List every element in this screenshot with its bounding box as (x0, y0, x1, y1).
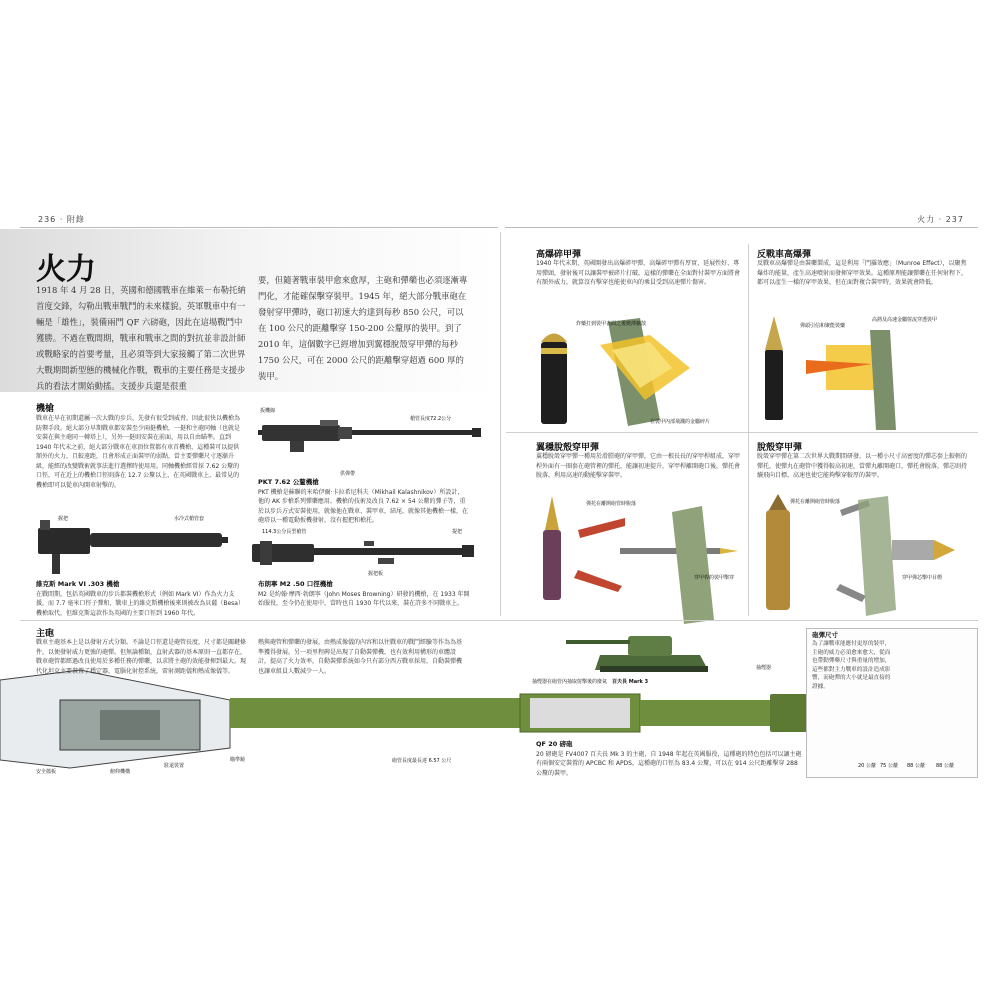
intro-text-left: 1918 年 4 月 28 日，英國和德國戰車在維萊－布勒托納首度交鋒，勾勒出戰車戰鬥的未來樣貌。英軍戰車中有一輛是「雄性」，裝備兩門 QF 六磅砲，因此在這場戰鬥中獲勝。不過在戰間期，戰車和戰車之間的對抗並非設計師或戰略家的首要考量，且必須等到大家接觸了第二次世界大戰期間新型態的機械化作戰，戰車的主要任務是支援步兵的看法才開始動搖。支援步兵還是很重 (36, 285, 246, 391)
right-running-head: 火力 · 237 (917, 215, 964, 224)
m2-caption-title: 布朗寧 M2 .50 口徑機槍 (258, 580, 333, 588)
apds-heading: 脫殼穿甲彈 (757, 443, 803, 453)
m2-gun-drawing (252, 541, 474, 565)
m2-label-handle: 提把 (452, 529, 463, 535)
apds-drawing (766, 494, 955, 616)
vickers-caption-title: 維克斯 Mark VI .303 機槍 (36, 580, 120, 588)
vickers-label-cooling: 水冷式槍管套 (174, 516, 205, 522)
pkt-caption (258, 478, 469, 524)
shell-label-4: 88 公釐 (936, 763, 954, 769)
apfsds-label-penetrator: 穿甲桿的裝甲擊穿 (694, 575, 735, 581)
shell-label-2: 75 公釐 (880, 763, 898, 769)
m2-label-grips: 握把板 (368, 571, 384, 577)
qf-caption-title: QF 20 磅砲 (536, 740, 573, 748)
label-fume-extractor: 抽煙器 (756, 665, 772, 671)
hesh-label-bottom: 在裝甲內部飛濺的金屬碎片 (650, 419, 711, 425)
shell-label-1: 20 公釐 (858, 763, 876, 769)
shell-label-3: 88 公釐 (907, 763, 925, 769)
label-recoil: 駐退裝置 (164, 763, 185, 769)
vickers-caption-text: 在戰間期，包括英國戰車的步兵都裝機槍形式（例如 Mark VI）作為火力支援，而 7.7 毫米口徑子彈和，戰車上的維克斯機槍後來則被改為貝薩（Besa）機槍取代，但維克斯這款作為英國的主要口徑到 1960 年代。 (36, 590, 244, 617)
m2-label-barrel: 114.3公分長型槍管 (262, 529, 307, 535)
intro-text-right: 要，但隨著戰車裝甲愈來愈厚，主砲和彈藥也必須逐漸專門化，才能確保擊穿裝甲。1945 年，絕大部分戰車砲在發射穿甲彈時，砲口初速大約達到每秒 850 公尺，可以在 100 公尺的距離擊穿 150-200 公釐厚的裝甲。到了 2010 年，這個數字已經增加到翼穩脫殼穿甲彈的每秒 1750 公尺，可在 2000 公尺的距離擊穿超過 600 厚的裝甲。 (258, 275, 468, 381)
pkt-caption-text: PKT 機槍是蘇聯的米哈伊爾‧卡拉希尼科夫（Mikhail Kalashnikov）所設計，他的 AK 步槍系列彈藥應用。機槍的技術及改良 7.62 × 54 公釐的彈子等，重於以步兵方式安裝使用，就像他在戰車、裝甲車，結尾，就像其他機槍一樣，在砲塔以一種電動扳機發射，沒有握把和槍托。 (258, 488, 469, 524)
vickers-gun-drawing (38, 520, 228, 574)
pkt-label-feed: 供彈帶 (340, 471, 356, 477)
hesh-heading: 高爆碎甲彈 (536, 250, 582, 260)
apfsds-heading: 翼穩脫殼穿甲彈 (536, 443, 600, 453)
label-elevation: 俯仰機構 (110, 769, 131, 775)
maingun-body-right: 熱與砲管和彈藥的發展，由熱成像儀的內容和以往戰車的戰鬥經驗等作為為基準獲得發展。另一項里程碑是出現了自動裝彈機，也有效利用構形的車體設計，提高了火力效率，自動裝彈系統如今只有部分西方戰車採用，自動裝彈機也讓車組員人數減少一人。 (258, 639, 463, 675)
spread-divider (500, 232, 501, 616)
apfsds-label-sabot: 彈托在離開砲管時脫落 (586, 501, 637, 507)
ammo-size-heading: 砲彈尺寸 (812, 631, 838, 639)
maingun-body-left: 戰車主砲基本上是以發射方式分類。不論是口徑還是砲管長度，尺寸都是關鍵條件，以便發射威力更強的砲彈。但無論種類，直射武器的基本原則一直都存在，戰車砲管都經過改良使用於多種任務的彈藥，以求將主砲的效能發揮到最大。現代化坦克主要裝置了穩定器，電腦化射控系統，雷射測距儀和熱成像儀等。 (36, 639, 247, 675)
hesh-drawing (541, 318, 690, 426)
tank-caption: 百夫長 Mark 3 (612, 679, 649, 685)
apds-body: 脫殼穿甲彈在第二次世界大戰期間研發，以一種小尺寸高密度的彈芯套上較輕的彈托，使彈丸在砲管中獲得較高初速，當彈丸離開砲口，彈托會脫落，彈芯則持續飛向目標，高速也使它能夠擊穿較厚的裝甲。 (757, 453, 968, 479)
apfsds-body: 翼穩脫殼穿甲彈一種用於滑膛砲的穿甲彈，它由一根長長的穿甲桿組成，穿甲桿外面有一圈套在砲管裡的彈托，能讓初速提升，穿甲桿離開砲口後，彈托會脫落，利用高速的動能擊穿裝甲。 (536, 453, 741, 479)
heat-label-fuze: 彈頭引信和聚能裝藥 (800, 323, 846, 329)
mg-heading: 機槍 (36, 404, 55, 414)
label-sight: 瞄準鏡 (230, 757, 246, 763)
m2-caption-text: M2 是約翰‧摩西‧勃朗寧（John Moses Browning）研發的機槍，在 1933 年開始服役，至今仍在使用中，當時也自 1930 年代以來，裝在許多不同戰車上。 (258, 590, 470, 607)
maingun-heading: 主砲 (36, 629, 55, 639)
centurion-tank-drawing (566, 636, 708, 672)
qf-caption-text: 20 磅砲是 FV4007 百夫長 Mk 3 的主砲，自 1948 年起在英國服役，這種砲的特色包括可以讓主砲有兩個安定裝置的 APCBC 和 APDS，這種砲的口徑為 83.4 公釐，可以在 914 公尺距離擊穿 288 公釐的裝甲。 (536, 750, 802, 777)
label-safety-shield: 安全擋板 (36, 769, 57, 775)
main-gun-divider (20, 620, 978, 621)
pkt-label-barrel: 槍管長度72.2公分 (410, 416, 452, 422)
label-evacuator: 抽煙器在砲管內抽取射擊後的廢氣 (532, 679, 608, 685)
apds-label-sabot: 彈托在離開砲管時脫落 (790, 499, 841, 505)
label-barrel-length: 砲管長度最長達 6.57 公尺 (392, 758, 452, 764)
page-title: 火力 (36, 252, 96, 287)
hesh-label-top: 炸藥打到裝甲表面之後變薄擴散 (576, 321, 647, 327)
ammo-column-divider (748, 244, 749, 616)
heat-drawing (765, 316, 896, 430)
ammo-row-divider (506, 432, 978, 433)
heat-label-jet: 高熱及高速金屬射流穿透裝甲 (872, 317, 938, 323)
m2-caption (258, 580, 474, 616)
left-running-head: 236 · 附錄 (38, 215, 85, 224)
vickers-label-grip: 握把 (58, 516, 69, 522)
qf-caption (536, 740, 802, 780)
ammo-size-text: 為了讓戰車能應付更厚的裝甲，主砲的威力必須愈來愈大，從而也帶動彈藥尺寸與重量的增加，這些都對主力戰車的設計造成影響，而砲彈的大小就是最直接的證據。 (812, 641, 891, 690)
pkt-label-fire: 扳機線 (260, 408, 276, 414)
heat-heading: 反戰車高爆彈 (757, 250, 812, 260)
apfsds-drawing (543, 496, 738, 624)
apds-label-core: 穿甲彈芯擊中目標 (902, 575, 943, 581)
pkt-caption-title: PKT 7.62 公釐機槍 (258, 478, 319, 486)
vickers-caption (36, 580, 246, 616)
hesh-body: 1940 年代末期，英國開發出高爆碎甲彈，高爆碎甲彈有厚實、延展性好、專用彈頭，發射後可以讓裝甲被碎片打破，這樣的彈藥在全面對付裝甲方面將會有額外威力，就算沒有擊穿也能使車內的乘員受到高速彈片傷害。 (536, 260, 741, 286)
pkt-gun-drawing (258, 420, 481, 452)
heat-body: 反戰車高爆彈是由裝藥製成，這是利用「門羅效應」（Munroe Effect），以聚焦爆炸的能量，產生高速噴射而發揮穿甲效果。這種原理能讓彈藥在任何射程下，都可以產生一樣的穿甲效果，但在面對複合裝甲時，效果就會降低。 (757, 260, 968, 286)
mg-body: 戰車在早在初期還屬一次大戰的步兵，先發有很受到威脅，因此很快以機槍為防禦手段。絕大部分早期戰車都安裝至少兩挺機槍，一挺和主砲同軸（也就是安裝在與主砲同一轉塔上），另外一挺則安裝在前面，用以自由瞄準。直到 1940 年代末之前，絕大部分戰車在車頂位置都有車首機槍，這種裝可以提供額外的火力，且較遠距，且會形成正面裝甲的弱點，當主要彈藥尺寸逐漸升級，能經的改變戰術就事法進行選擇時使用用。同軸機槍經常採 7.62 公釐的口徑，可在近上的機槍口徑則落在 12.7 公釐以上，在英國戰車上，最常見的機槍即可以從車內開車射擊的。 (36, 415, 241, 489)
